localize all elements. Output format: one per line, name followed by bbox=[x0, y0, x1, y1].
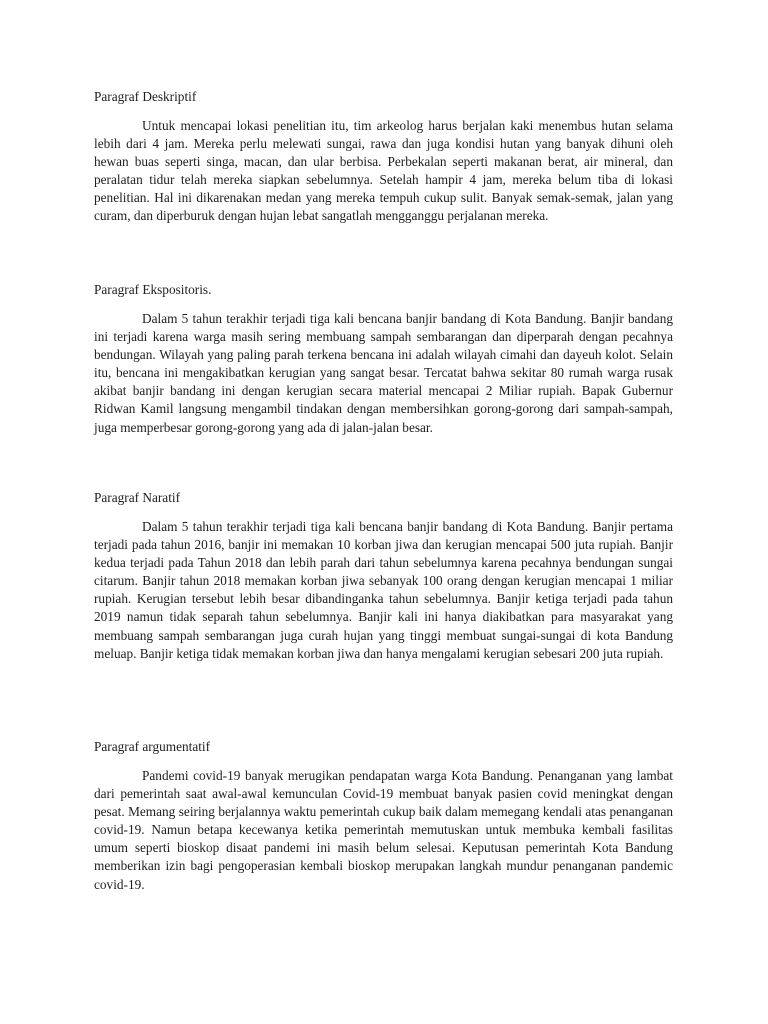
paragraph-argumentative bbox=[94, 738, 673, 894]
paragraph-body: Untuk mencapai lokasi penelitian itu, tim arkeolog harus berjalan kaki menembus hutan selama lebih dari 4 jam. Mereka perlu melewati sungai, rawa dan juga kondisi hutan yang banyak dihuni oleh hewan buas seperti singa, macan, dan ular berbisa. Perbekalan seperti makanan berat, air mineral, dan peralatan tidur telah mereka siapkan sebelumnya. Setelah hampir 4 jam, mereka belum tiba di lokasi penelitian. Hal ini dikarenakan medan yang mereka tempuh cukup sulit. Banyak semak-semak, jalan yang curam, dan diperburuk dengan hujan lebat sangatlah mengganggu perjalanan mereka. bbox=[94, 118, 673, 224]
paragraph-heading: Paragraf Ekspositoris. bbox=[94, 282, 212, 297]
paragraph-heading: Paragraf Naratif bbox=[94, 490, 181, 505]
paragraph-narrative bbox=[94, 489, 673, 663]
paragraph-descriptive bbox=[94, 88, 673, 226]
paragraph-body: Dalam 5 tahun terakhir terjadi tiga kali bencana banjir bandang di Kota Bandung. Banjir pertama terjadi pada tahun 2016, banjir ini memakan 10 korban jiwa dan kerugian mencapai 500 juta rupiah. Banjir kedua terjadi pada Tahun 2018 dan lebih parah dari tahun sebelumnya karena pecahnya bendungan sungai citarum. Banjir tahun 2018 memakan korban jiwa sebanyak 100 orang dengan kerugian mencapai 1 miliar rupiah. Kerugian tersebut lebih besar dibandinganka tahun sebelumnya. Banjir ketiga terjadi pada tahun 2019 namun tidak separah tahun sebelumnya. Banjir kali ini hanya diakibatkan para masyarakat yang membuang sampah sembarangan juga curah hujan yang tinggi membuat sungai-sungai di kota Bandung meluap. Banjir ketiga tidak memakan korban jiwa dan hanya mengalami kerugian sebesari 200 juta rupiah. bbox=[94, 519, 673, 661]
paragraph-heading: Paragraf argumentatif bbox=[94, 739, 211, 754]
paragraph-body: Dalam 5 tahun terakhir terjadi tiga kali bencana banjir bandang di Kota Bandung. Banjir bandang ini terjadi karena warga masih sering membuang sampah sembarangan dan diperparah dengan pecahnya bendungan. Wilayah yang paling parah terkena bencana ini adalah wilayah cimahi dan dayeuh kolot. Selain itu, bencana ini mengakibatkan kerugian yang sangat besar. Tercatat bahwa sekitar 80 rumah warga rusak akibat banjir bandang ini dengan kerugian secara material mencapai 2 Miliar rupiah. Bapak Gubernur Ridwan Kamil langsung mengambil tindakan dengan membersihkan gorong-gorong dari sampah-sampah, juga memperbesar gorong-gorong yang ada di jalan-jalan besar. bbox=[94, 311, 673, 435]
paragraph-heading: Paragraf Deskriptif bbox=[94, 89, 197, 104]
paragraph-expository bbox=[94, 281, 673, 437]
paragraph-body: Pandemi covid-19 banyak merugikan pendapatan warga Kota Bandung. Penanganan yang lambat dari pemerintah saat awal-awal kemunculan Covid-19 membuat banyak pasien covid meningkat dengan pesat. Memang seiring berjalannya waktu pemerintah cukup baik dalam memegang kendali atas penanganan covid-19. Namun betapa kecewanya ketika pemerintah memutuskan untuk membuka kembali fasilitas umum seperti bioskop disaat pandemi ini masih belum selesai. Keputusan pemerintah Kota Bandung memberikan izin bagi pengoperasian kembali bioskop merupakan langkah mundur penanganan pandemic covid-19. bbox=[94, 768, 673, 892]
